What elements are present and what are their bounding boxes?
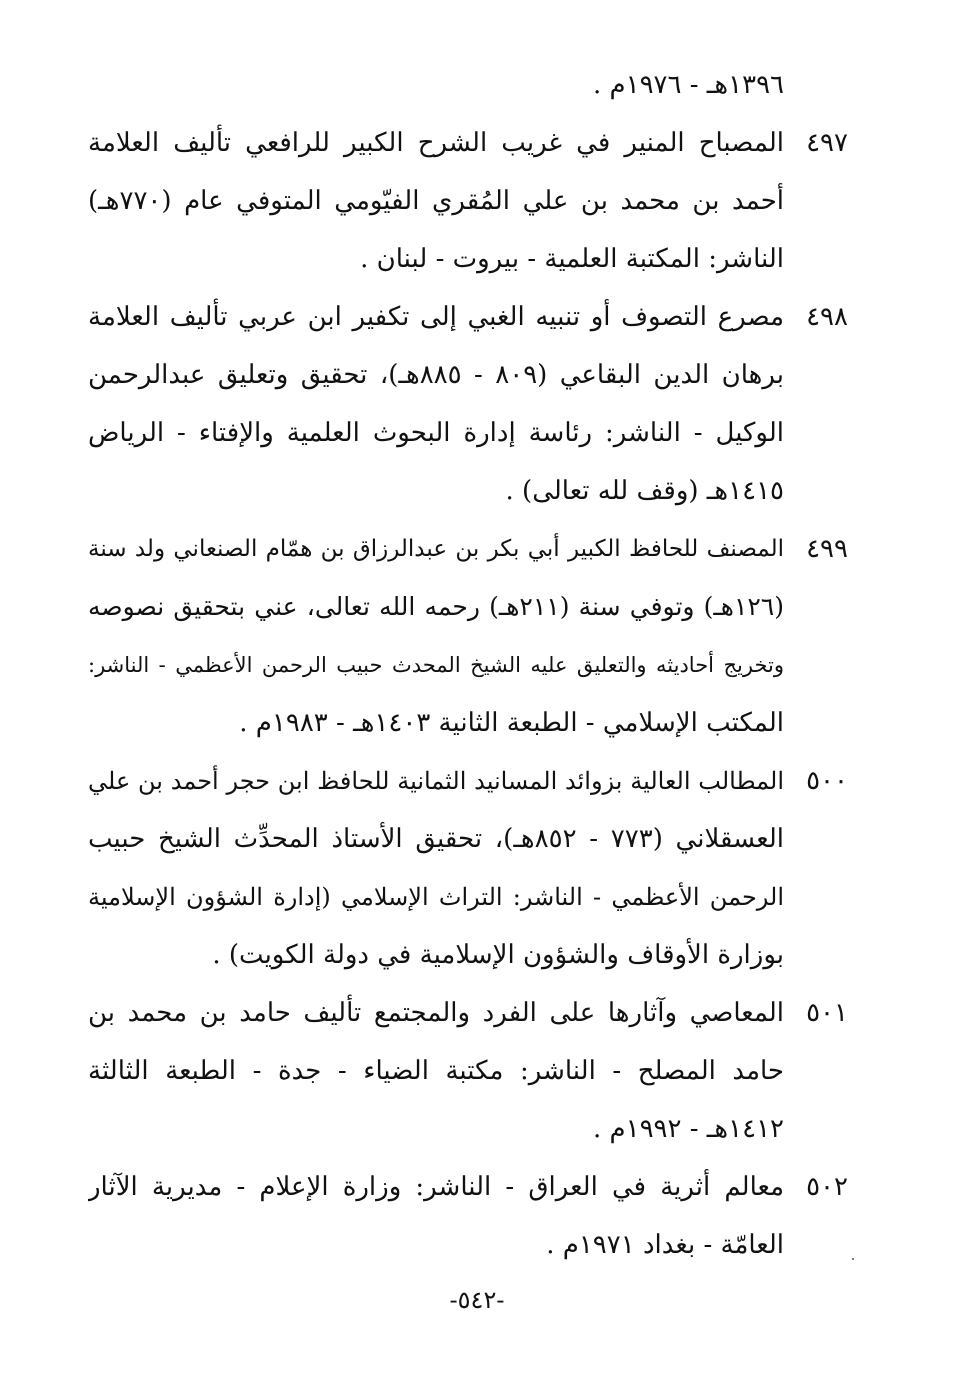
entry-text	[88, 288, 784, 520]
entry-line: العامّة - بغداد ١٩٧١م .	[546, 1230, 784, 1260]
entry-number: ٥٠٢	[806, 1172, 848, 1202]
entry-line: الناشر: المكتبة العلمية - بيروت - لبنان .	[360, 244, 784, 274]
entry-line: الوكيل - الناشر: رئاسة إدارة البحوث العلمية والإفتاء - الرياض	[88, 418, 784, 448]
entry-line: المكتب الإسلامي - الطبعة الثانية ١٤٠٣هـ - ١٩٨٣م .	[239, 708, 784, 738]
entry-line: المعاصي وآثارها على الفرد والمجتمع تأليف حامد بن محمد بن	[88, 998, 784, 1028]
entry-text	[88, 520, 784, 752]
entry-line: العسقلاني (٧٧٣ - ٨٥٢هـ)، تحقيق الأستاذ المحدِّث الشيخ حبيب	[88, 824, 784, 854]
entry-text	[88, 1158, 784, 1274]
entry-number: ٤٩٨	[806, 302, 848, 332]
entry-text	[88, 984, 784, 1158]
bibliography-entry-501	[88, 984, 848, 1158]
entry-line: المطالب العالية بزوائد المسانيد الثمانية للحافظ ابن حجر أحمد بن علي	[88, 767, 784, 795]
entry-line: حامد المصلح - الناشر: مكتبة الضياء - جدة - الطبعة الثالثة	[88, 1056, 784, 1086]
entry-line: الرحمن الأعظمي - الناشر: التراث الإسلامي (إدارة الشؤون الإسلامية	[88, 883, 784, 911]
page-number: -٥٤٢-	[449, 1286, 505, 1314]
entry-line: (١٢٦هـ) وتوفي سنة (٢١١هـ) رحمه الله تعالى، عني بتحقيق نصوصه	[88, 592, 784, 621]
entry-number: ٤٩٩	[806, 534, 848, 564]
continuation-line: ١٣٩٦هـ - ١٩٧٦م .	[592, 70, 784, 100]
entry-line: المصباح المنير في غريب الشرح الكبير للرافعي تأليف العلامة	[88, 128, 784, 158]
bibliography-entry-502	[88, 1158, 848, 1274]
bibliography-entry-500	[88, 752, 848, 984]
entry-number: ٥٠٠	[806, 766, 848, 796]
entry-line: أحمد بن محمد بن علي المُقري الفيّومي المتوفي عام (٧٧٠هـ)	[88, 186, 784, 216]
bibliography-entry-499	[88, 520, 848, 752]
entry-line: ١٤١٢هـ - ١٩٩٢م .	[592, 1114, 784, 1144]
bibliography-entry-498	[88, 288, 848, 520]
entry-number: ٤٩٧	[806, 128, 848, 158]
bibliography-list	[88, 56, 848, 1274]
entry-line: معالم أثرية في العراق - الناشر: وزارة الإعلام - مديرية الآثار	[88, 1172, 784, 1202]
stray-mark	[852, 1258, 854, 1260]
entry-line: برهان الدين البقاعي (٨٠٩ - ٨٨٥هـ)، تحقيق وتعليق عبدالرحمن	[88, 360, 784, 390]
entry-line: مصرع التصوف أو تنبيه الغبي إلى تكفير ابن عربي تأليف العلامة	[88, 302, 784, 332]
bibliography-entry-497	[88, 114, 848, 288]
entry-number: ٥٠١	[806, 998, 848, 1028]
entry-line: ١٤١٥هـ (وقف لله تعالى) .	[505, 476, 784, 506]
entry-line: المصنف للحافظ الكبير أبي بكر بن عبدالرزاق بن همّام الصنعاني ولد سنة	[88, 536, 784, 562]
entry-text	[88, 114, 784, 288]
entry-text	[88, 752, 784, 984]
entry-line: وتخريج أحاديثه والتعليق عليه الشيخ المحدث حبيب الرحمن الأعظمي - الناشر:	[88, 653, 784, 677]
entry-line: بوزارة الأوقاف والشؤون الإسلامية في دولة الكويت) .	[212, 940, 784, 970]
